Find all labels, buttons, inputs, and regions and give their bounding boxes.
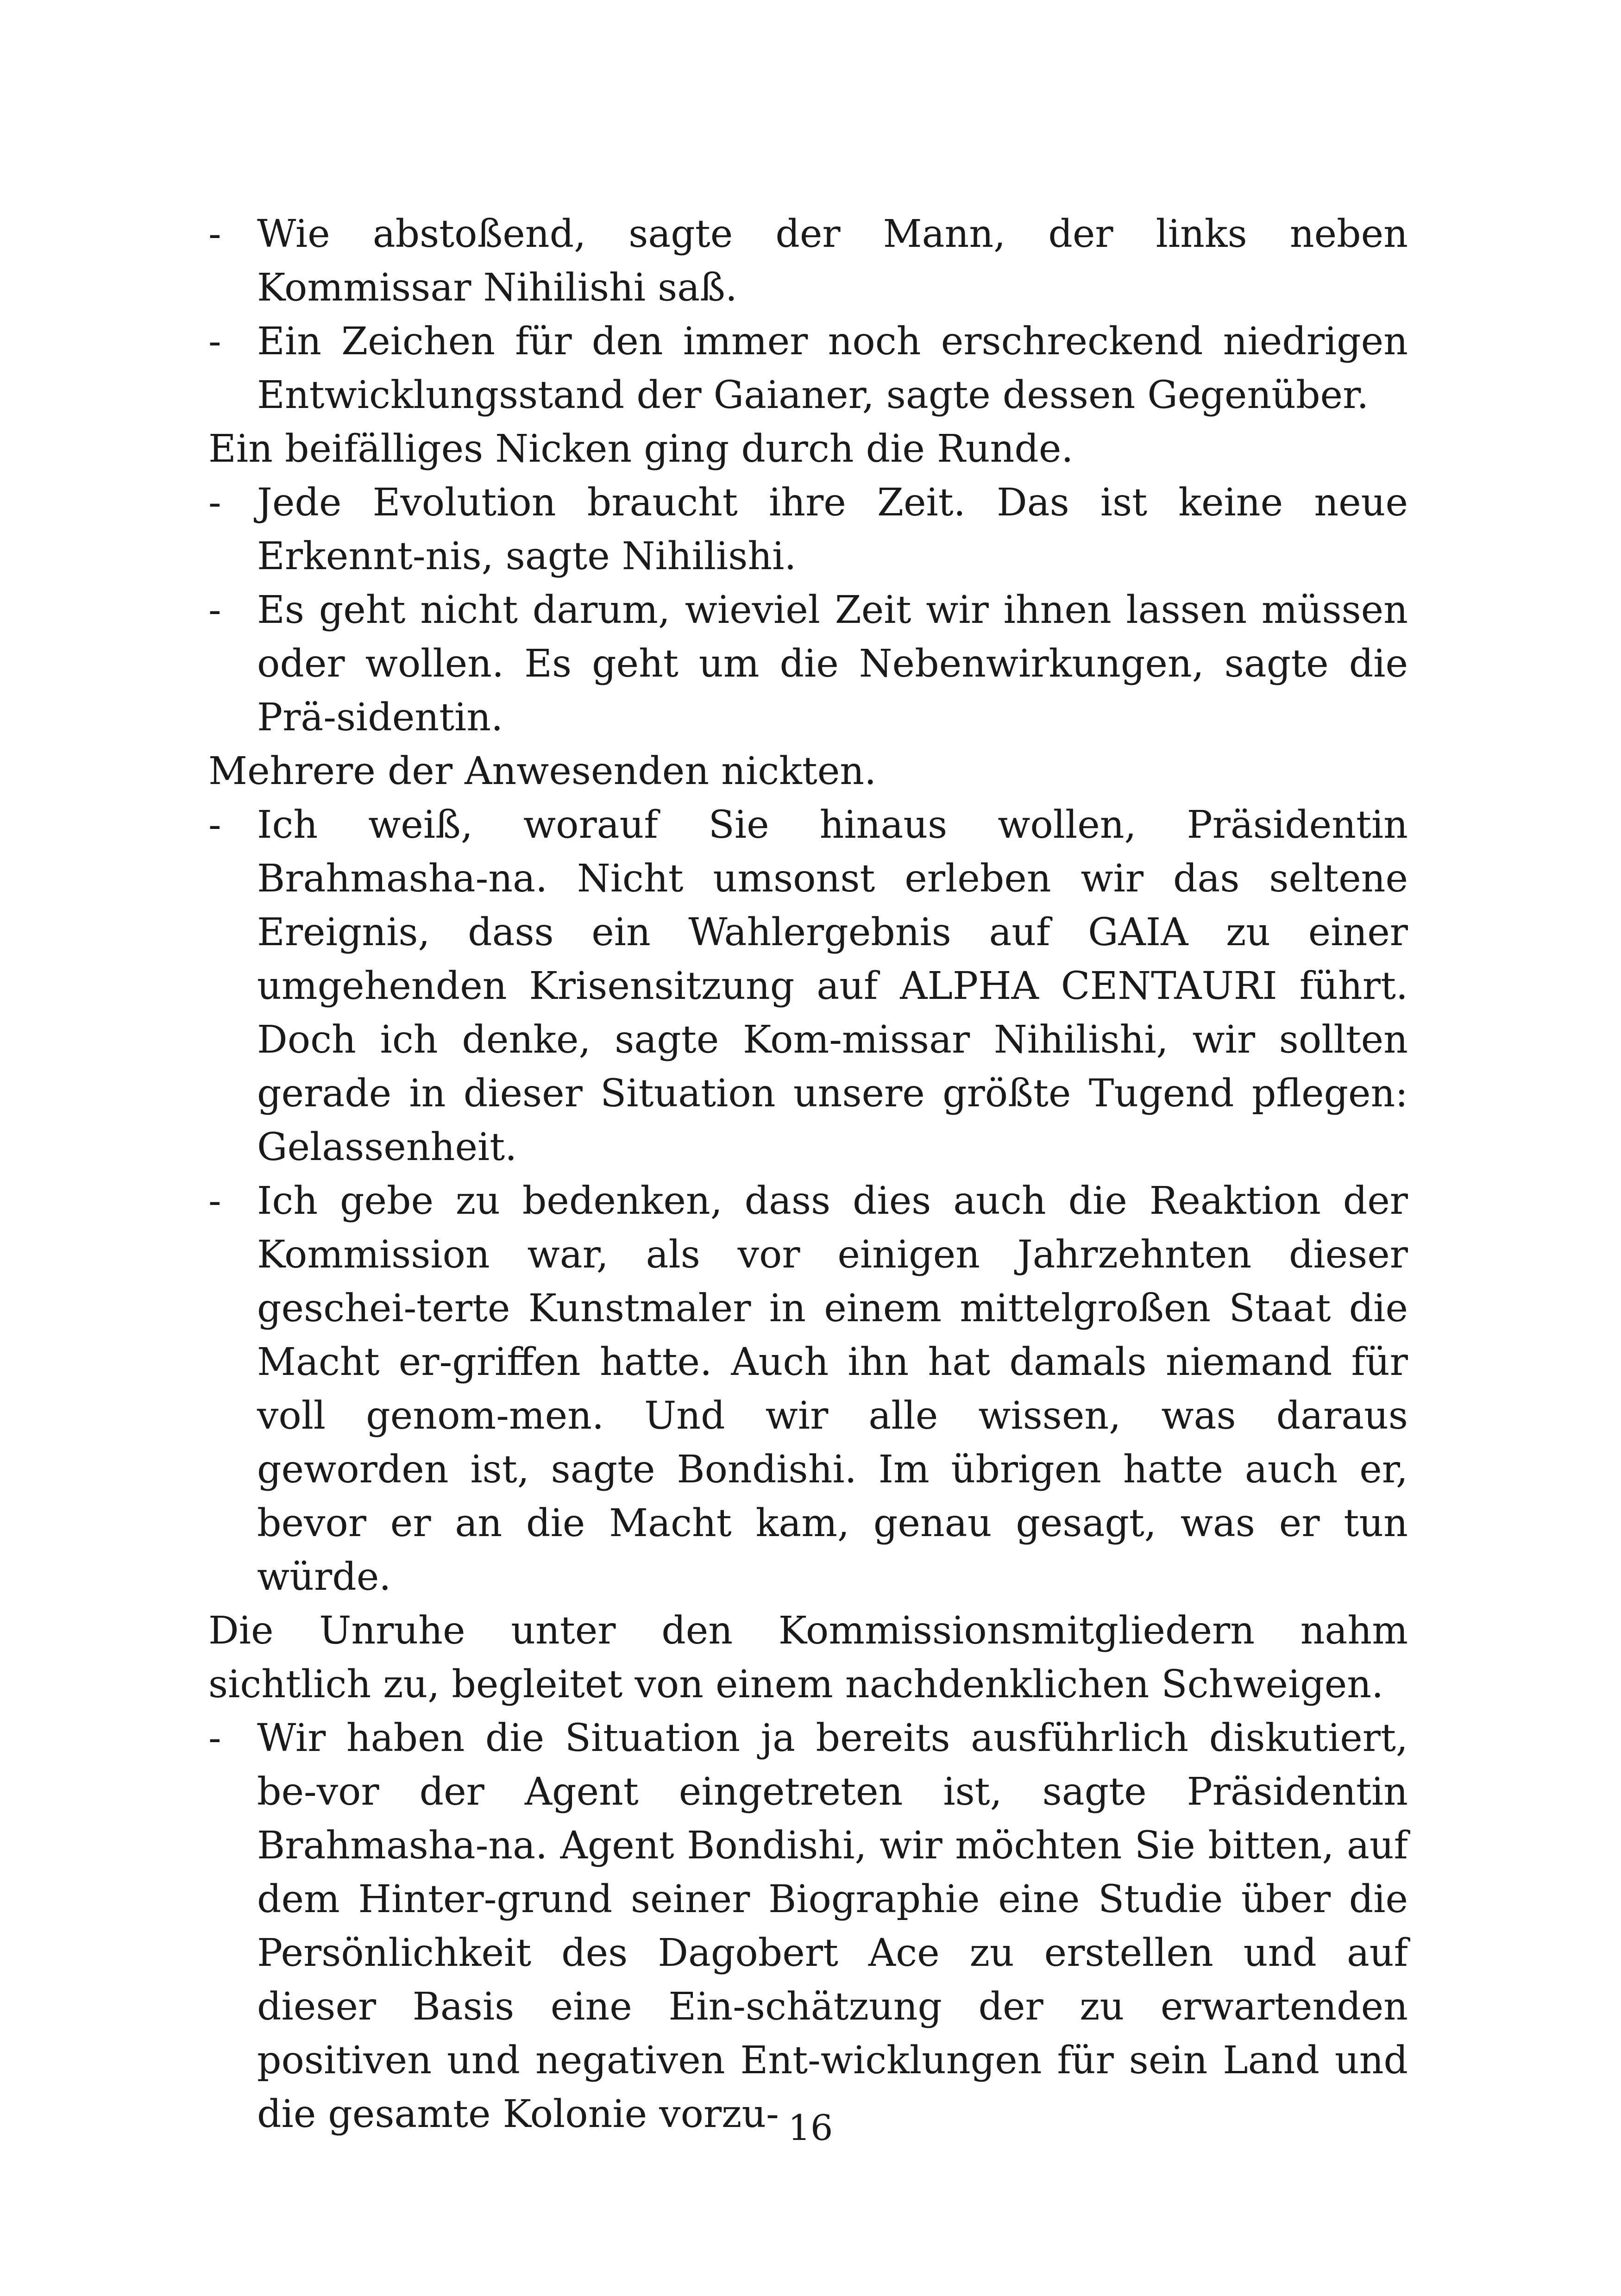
- dialogue-line: [208, 583, 1408, 745]
- page-body: [208, 207, 1408, 2141]
- dialogue-line: [208, 798, 1408, 1174]
- dialogue-line: [208, 207, 1408, 315]
- dialogue-dash: -: [208, 1179, 221, 1223]
- dialogue-line: [208, 315, 1408, 422]
- dialogue-dash: -: [208, 803, 221, 847]
- dialogue-text: Jede Evolution braucht ihre Zeit. Das ist keine neue Erkennt-nis, sagte Nihilishi.: [257, 481, 1408, 578]
- dialogue-text: Es geht nicht darum, wieviel Zeit wir ihnen lassen müssen oder wollen. Es geht um die Nebenwirkungen, sagte die Prä-sidentin.: [257, 588, 1408, 740]
- dialogue-line: [208, 1712, 1408, 2141]
- page-number: 16: [788, 2107, 833, 2148]
- narration-paragraph: Die Unruhe unter den Kommissionsmitgliedern nahm sichtlich zu, begleitet von einem nachdenklichen Schweigen.: [208, 1609, 1408, 1706]
- dialogue-dash: -: [208, 481, 221, 525]
- dialogue-dash: -: [208, 212, 221, 256]
- dialogue-dash: -: [208, 1716, 221, 1760]
- dialogue-text: Wie abstoßend, sagte der Mann, der links neben Kommissar Nihilishi saß.: [257, 212, 1408, 310]
- dialogue-text: Wir haben die Situation ja bereits ausführlich diskutiert, be-vor der Agent eingetreten ist, sagte Präsidentin Brahmasha-na. Agent Bondishi, wir möchten Sie bitten, auf dem Hinter-grund seiner Biographie eine Studie über die Persönlichkeit des Dagobert Ace zu erstellen und auf dieser Basis eine Ein-schätzung der zu erwartenden positiven und negativen Ent-wicklungen für sein Land und die gesamte Kolonie vorzu-: [257, 1716, 1408, 2136]
- dialogue-dash: -: [208, 320, 221, 364]
- dialogue-text: Ich gebe zu bedenken, dass dies auch die Reaktion der Kommission war, als vor einigen Jahrzehnten dieser geschei-terte Kunstmaler in einem mittelgroßen Staat die Macht er-griffen hatte. Auch ihn hat damals niemand für voll genom-men. Und wir alle wissen, was daraus geworden ist, sagte Bondishi. Im übrigen hatte auch er, bevor er an die Macht kam, genau gesagt, was er tun würde.: [257, 1179, 1408, 1599]
- narration-paragraph: Mehrere der Anwesenden nickten.: [208, 749, 877, 793]
- narration-paragraph: Ein beifälliges Nicken ging durch die Runde.: [208, 427, 1074, 471]
- dialogue-text: Ich weiß, worauf Sie hinaus wollen, Präsidentin Brahmasha-na. Nicht umsonst erleben wir das seltene Ereignis, dass ein Wahlergebnis auf GAIA zu einer umgehenden Krisensitzung auf ALPHA CENTAURI führt. Doch ich denke, sagte Kom-missar Nihilishi, wir sollten gerade in dieser Situation unsere größte Tugend pflegen: Gelassenheit.: [257, 803, 1408, 1169]
- dialogue-line: [208, 1174, 1408, 1604]
- dialogue-dash: -: [208, 588, 221, 632]
- dialogue-line: [208, 476, 1408, 583]
- dialogue-text: Ein Zeichen für den immer noch erschreckend niedrigen Entwicklungsstand der Gaianer, sagte dessen Gegenüber.: [257, 320, 1408, 417]
